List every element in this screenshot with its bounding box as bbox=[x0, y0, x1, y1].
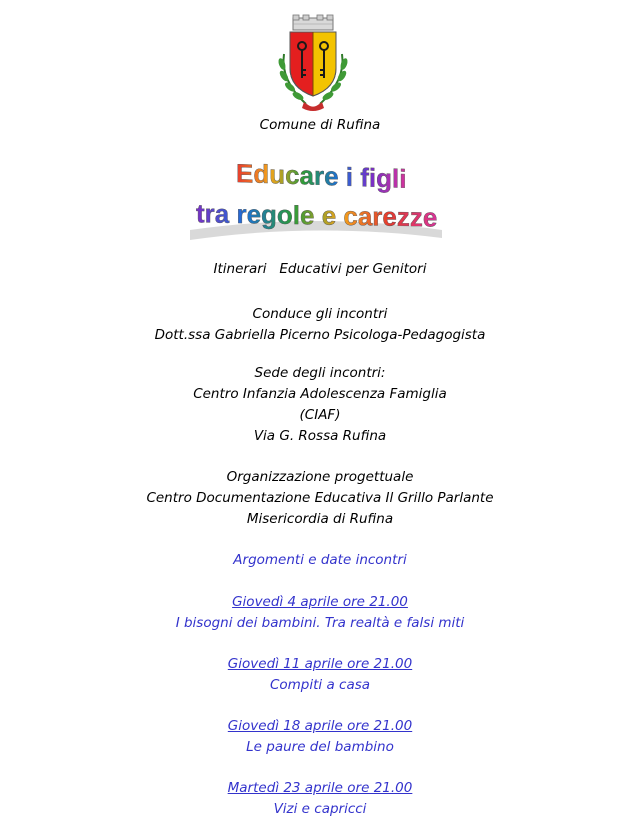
meeting-topic: Vizi e capricci bbox=[273, 801, 367, 817]
meeting-topic: I bisogni dei bambini. Tra realtà e falsi miti bbox=[175, 615, 465, 631]
municipality-name: Comune di Rufina bbox=[259, 117, 381, 133]
meeting-topic: Le paure del bambino bbox=[246, 739, 394, 755]
title-line-1: Educare i figli bbox=[236, 157, 407, 194]
topics-heading: Argomenti e date incontri bbox=[233, 552, 407, 568]
organization-line-2: Misericordia di Rufina bbox=[246, 511, 394, 527]
meeting-date: Giovedì 18 aprile ore 21.00 bbox=[227, 718, 413, 734]
venue-line-3: Via G. Rossa Rufina bbox=[253, 428, 387, 444]
venue-label: Sede degli incontri: bbox=[254, 365, 386, 381]
conductor-name: Dott.ssa Gabriella Picerno Psicologa-Pedagogista bbox=[154, 327, 486, 343]
subtitle: Itinerari Educativi per Genitori bbox=[213, 261, 427, 277]
meeting-date: Giovedì 11 aprile ore 21.00 bbox=[227, 656, 413, 672]
venue-line-2: (CIAF) bbox=[299, 407, 341, 423]
conductor-label: Conduce gli incontri bbox=[252, 306, 388, 322]
coat-of-arms-icon bbox=[270, 14, 356, 114]
organization-label: Organizzazione progettuale bbox=[226, 469, 414, 485]
title-word-art bbox=[180, 150, 450, 245]
organization-line-1: Centro Documentazione Educativa Il Grillo Parlante bbox=[146, 490, 494, 506]
meeting-topic: Compiti a casa bbox=[269, 677, 371, 693]
title-line-2: tra regole e carezze bbox=[196, 198, 438, 233]
venue-line-1: Centro Infanzia Adolescenza Famiglia bbox=[193, 386, 447, 402]
meeting-date: Martedì 23 aprile ore 21.00 bbox=[227, 780, 413, 796]
meeting-date: Giovedì 4 aprile ore 21.00 bbox=[232, 594, 408, 610]
